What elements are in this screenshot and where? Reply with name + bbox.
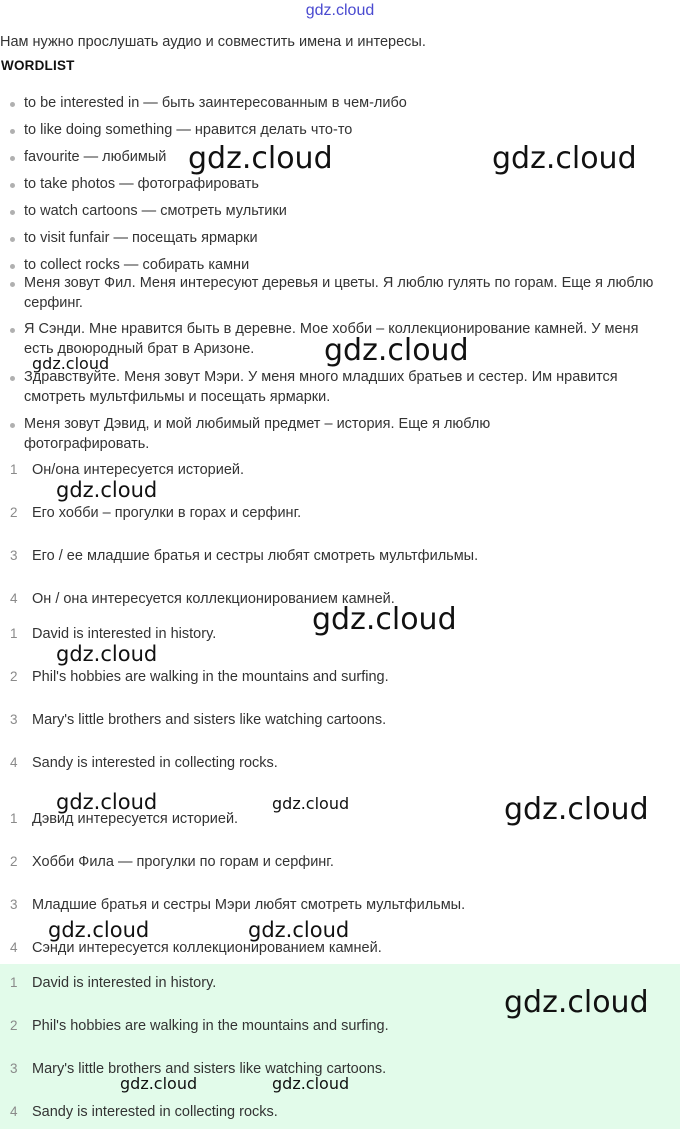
watermark: gdz.cloud bbox=[120, 1074, 198, 1093]
wordlist-item: to collect rocks — собирать камни bbox=[10, 255, 249, 275]
wordlist-item: to like doing something — нравится делать что-то bbox=[10, 120, 352, 140]
watermark: gdz.cloud bbox=[272, 1074, 350, 1093]
watermark: gdz.cloud bbox=[248, 918, 350, 942]
transcript-item: Я Сэнди. Мне нравится быть в деревне. Мое хобби – коллекционирование камней. У меня есть двоюродный брат в Аризоне. bbox=[10, 319, 670, 359]
wordlist-item: to be interested in — быть заинтересованным в чем-либо bbox=[10, 93, 407, 113]
intro-text: Нам нужно прослушать аудио и совместить имена и интересы. bbox=[0, 34, 426, 50]
final-answer-row: 4 Sandy is interested in collecting rocks. bbox=[10, 1104, 278, 1120]
transcript-item: Здравствуйте. Меня зовут Мэри. У меня много младших братьев и сестер. Им нравится смотреть мультфильмы и посещать ярмарки. bbox=[10, 367, 650, 407]
site-mark[interactable]: gdz.cloud bbox=[305, 2, 375, 19]
watermark: gdz.cloud bbox=[56, 790, 158, 814]
watermark: gdz.cloud bbox=[56, 642, 158, 666]
answer-row-ru: 2 Хобби Фила — прогулки по горам и серфинг. bbox=[10, 854, 334, 870]
final-answer-row: 1 David is interested in history. bbox=[10, 975, 217, 991]
watermark: gdz.cloud bbox=[272, 794, 350, 813]
wordlist-item: to take photos — фотографировать bbox=[10, 174, 259, 194]
task-row: 3 Его / ее младшие братья и сестры любят смотреть мультфильмы. bbox=[10, 548, 479, 564]
wordlist-item: to watch cartoons — смотреть мультики bbox=[10, 201, 287, 221]
wordlist-item: favourite — любимый bbox=[10, 147, 166, 167]
final-answer-row: 2 Phil's hobbies are walking in the mountains and surfing. bbox=[10, 1018, 389, 1034]
task-row: 1 Он/она интересуется историей. bbox=[10, 462, 245, 478]
watermark: gdz.cloud bbox=[504, 792, 649, 827]
watermark: gdz.cloud bbox=[312, 602, 457, 637]
transcript-item: Меня зовут Фил. Меня интересуют деревья и цветы. Я люблю гулять по горам. Еще я люблю серфинг. bbox=[10, 273, 670, 313]
watermark: gdz.cloud bbox=[56, 478, 158, 502]
answer-row-en: 3 Mary's little brothers and sisters like watching cartoons. bbox=[10, 712, 387, 728]
answer-row-ru: 1 Дэвид интересуется историей. bbox=[10, 811, 239, 827]
answer-row-en: 2 Phil's hobbies are walking in the mountains and surfing. bbox=[10, 669, 389, 685]
answer-row-ru: 4 Сэнди интересуется коллекционированием камней. bbox=[10, 940, 382, 956]
watermark: gdz.cloud bbox=[492, 141, 637, 176]
task-row: 2 Его хобби – прогулки в горах и серфинг. bbox=[10, 505, 302, 521]
wordlist-item: to visit funfair — посещать ярмарки bbox=[10, 228, 258, 248]
task-row: 4 Он / она интересуется коллекционированием камней. bbox=[10, 591, 395, 607]
answer-row-en: 1 David is interested in history. bbox=[10, 626, 217, 642]
watermark: gdz.cloud bbox=[504, 985, 649, 1020]
watermark: gdz.cloud bbox=[324, 333, 469, 368]
watermark: gdz.cloud bbox=[188, 141, 333, 176]
watermark: gdz.cloud bbox=[32, 354, 110, 373]
final-answer-row: 3 Mary's little brothers and sisters like watching cartoons. bbox=[10, 1061, 387, 1077]
answer-row-en: 4 Sandy is interested in collecting rocks. bbox=[10, 755, 278, 771]
transcript-item: Меня зовут Дэвид, и мой любимый предмет – история. Еще я люблю фотографировать. bbox=[10, 414, 570, 454]
answer-row-ru: 3 Младшие братья и сестры Мэри любят смотреть мультфильмы. bbox=[10, 897, 466, 913]
watermark: gdz.cloud bbox=[48, 918, 150, 942]
wordlist-title: WORDLIST bbox=[1, 58, 75, 73]
